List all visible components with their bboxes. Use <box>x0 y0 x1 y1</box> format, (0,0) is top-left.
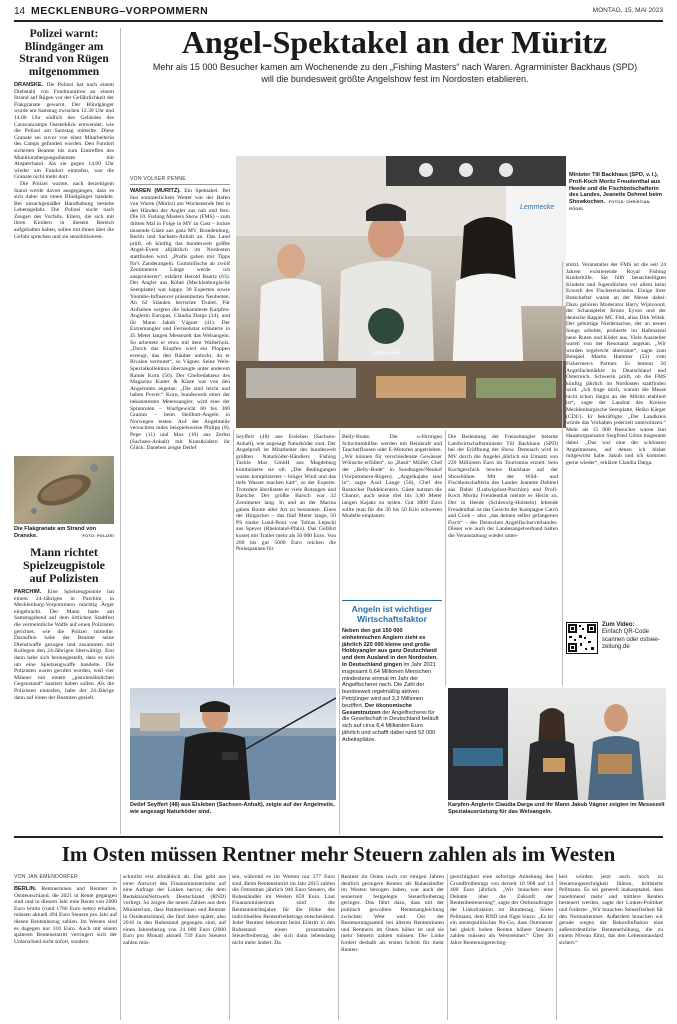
story1-dateline: DRANSKE. <box>14 82 44 88</box>
infobox-p3: der Angelfischerei für die Gesellschaft in Deutschland beläuft sich auf circa 6,4 Milliarden Euro jährlich und schafft dabei rund 52 000 Arbeitsplätze. <box>342 709 439 743</box>
story1-body2: Die Polizei warnte, nach derzeitigem Stand werde davon ausgegangen, dass es sich dabei um einen Blindgänger handele. Bei unsachgemäßer Handhabung bestehe Lebensgefahr. Die Polizei sucht nach Zeugen des Vorfalls. Eltern, die sich mit ihren Kindern in diesem Bereich aufgehalten haben, sollen mit ihnen über die Gefahr sprechen und sie sensibilisieren. <box>14 180 114 240</box>
top-photo-caption-text: Minister Till Backhaus (SPD, v. l.), Profi-Koch Moritz Freudenthal aus Heede und die Fischbotschafterin des Landes, Jeanette Dehmel beim Showkochen. <box>569 172 662 206</box>
grenade-caption-text: Die Flakgranate am Strand von Dranske. <box>14 526 97 539</box>
main-col1-text: Ein Spektakel. Bei fast sommerlichem Wetter war der Hafen von Waren (Müritz) am Wochenende fest in den Händen der Angler aus nah und fern. Die 10. Fishing Masters Show (FMS) – zum dritten Mal in Folge in MV zu Gast – lockte tausende Gäste aus ganz MV, Brandenburg, Berlin und Sachsen-Anhalt an. Das Land prüft, ob künftig das bundesweit größte Angel-Event alljährlich im Nordosten stattfinden wird. „Profis gaben mir Tipps für's Zanderangeln. Gummifische ab zwölf Zentimetern Länge werde ich ausprobieren“, erklärte Herold Baartz (63). Der Angler aus Röbel (Mecklenburgische Seenplatte) war happy. 30 Experten sowie Youtube-Influencer präsentierten Neuheiten. An 62 Ständen herrschte Trubel. Für Aufsehen sorgten die bekannteste Karpfen-Anglerin Europas, Claudia Darga (34), und ihr Mann Jakub Vágner (41). Der Extremangler und Fernsehstar erläuterte in 45 Meter langen Messezelt das Welsangeln. So arbeitete er etwa mit dem Wallerholz. „Durch das Klopfen wird ein Ploppen erzeugt, das den Räuber anlockt, da er Rivalen vermutet“, so Vágner. Seine Wels-Spezialkollektion überzeugte unter anderem Rainer Korn (56). Der Chefredakteur des Magazins Kutter & Küste war von den Angelruten angetan: „Die sind leicht und haben Power.“ Korn, bundesweit einer der bekanntesten Meeresangler, wird eine der Spinnruten – Wurfgewicht 80 bis 300 Gramm – beim Heilbutt-Angeln in Norwegen testen. Auf der Angelmeile versuchten indes beispielsweise Philipp (8), Pepe (11) und Max (10) aus Zerbst (Sachsen-Anhalt) mit Kunstködern ihr Glück. Daneben zeigte Detlef <box>130 188 230 452</box>
main-byline: VON VOLKER PENNE <box>130 176 186 182</box>
video-box-title: Zum Video: <box>602 622 635 628</box>
bottom-col1 <box>14 886 117 1020</box>
banner-logo: Lemmecke <box>520 204 555 211</box>
issue-date: MONTAG, 15. MAI 2023 <box>592 7 663 14</box>
page-number: 14 <box>14 6 26 17</box>
couple-caption: Karpfen-Anglerin Claudia Darga und ihr Mann Jakub Vágner zeigten im Messezelt Spezialausrüstung für das Welsangeln. <box>448 802 665 815</box>
video-box-text <box>602 622 666 652</box>
header-rule <box>14 20 663 22</box>
byline-rule <box>130 184 230 185</box>
infobox-rule <box>342 600 442 601</box>
story1-text: Die Polizei hat nach einem Diebstahl von Fundmunition an einem Strand auf Rügen vor der Gefährlichkeit der Flakgranate gewarnt. Der Blindgänger wurde am Samstag zwischen 12.30 Uhr und 14.00 Uhr südlich des Geländes des Caravancamps Ostseeblick entwendet, wie die Polizei am Samstag mitteilte. Diese Granate sei zuvor von einer Mitarbeiterin des Camps gefunden worden. Den Fundort sicherten Beamte bis zum Eintreffen des Munitionsbergungsdienstes mit Absperrband. Als sie gegen 14.00 Uhr wieder am Fundort eintrafen, war die Granate nicht mehr dort. <box>14 82 114 181</box>
story1-headline: Polizei warnt: Blindgänger am Strand von Rügen mitgenommen <box>19 28 109 78</box>
main-col-rule-1 <box>233 430 234 686</box>
infobox-p1: Neben den gut 150 000 einheimischen Anglern zieht es jährlich 220 000 kleine und große Hobbyangler aus ganz Deutschland und dem Ausland in den Nordosten. <box>342 628 438 662</box>
main-col3: Belly-Boate. Die u-förmigen Schwimmhilfen werden mit Beinkraft und Taucherflossen oder E-Motoren angetrieben. „Wir können für verschiedenste Gewässer Wünsche erfüllen“, so „Basti“ Müller, Chef der „Belly-Bude“ in Sundhagen/Neuhof (Vorpommern-Rügen). „Angelkajaks sind in“, sagte Axel Lange (56), Chef des Rostocker Paddelcenters. Gäste nutzten die Chance, auch seine drei bis 3,80 Meter langen Kajaks zu testen. Gut 3000 Euro sollte man für die 30 bis 50 Kilo schweren Modelle einplanen. <box>342 434 442 520</box>
infobox-body <box>342 628 442 744</box>
story2-text: Eine Spielzeugpistole hat einem 24-Jährigen in Parchim in Mecklenburg-Vorpommern mächtig Ärger eingebracht. Der Mann hatte am Samstagabend auf dem örtlichen Stadtfest die vermeintliche Waffe auf einen Polizisten gerichtet, wie die Polizei mitteilte. Daraufhin habe der Beamte seine Dienstwaffe gezogen und zusammen mit Kollegen den 24-Jährigen überwältigt. Erst dann habe sich herausgestellt, dass es sich um eine Spielzeugwaffe handelte. Die Polizisten waren gerufen worden, weil vier Männer mit einem „pistolenähnlichen Gegenstand“ hantiert haben sollen. Als die Polizisten eintrafen, habe der 24-Jährige dann auf einen der Beamten gezielt. <box>14 589 114 701</box>
bottom-story-rule <box>14 836 663 838</box>
left-column <box>14 28 114 240</box>
bottom-col4: Rentner im Osten noch vor einigen Jahren deutlich geringere Renten als Ruheständler im Westen bezogen haben, war auch der seinerzeit festgelegte Steuerfreibetrag geringer. Das führt dazu, dass mit der politisch gewollten Rentenangleichung zwischen West und Ost der Besteuerungsanteil bei älteren Rentnerinnen und Rentnern im Osten höher ist und sie mehr Steuern zahlen müssen. Die Linke fordert deshalb als ersten Schritt für mehr Renten- <box>341 874 444 953</box>
main-col-rule-4 <box>562 262 563 686</box>
main-col1 <box>130 188 230 684</box>
bottom-headline: Im Osten müssen Rentner mehr Steuern zahlen als im Westen <box>61 842 616 866</box>
bottom-byline-rule <box>14 882 117 883</box>
infobox-p2: im Jahr 2021 insgesamt 6,64 Millionen Menschen mindestens einmal im Jahr der Angelfischerei nach. Die Zahl der bundesweit regelmäßig aktiven Petrijünger wird auf 3,3 Millionen beziffert. <box>342 661 436 709</box>
bottom-col5: gerechtigkeit eine sofortige Anhebung des Grundfreibetrags von derzeit 10 908 auf 14 400 Euro jährlich. „Wir brauchen eine Debatte über die Zukunft der Rentenbesteuerung“, sagte der Ostbeauftragte der Linksfraktion im Bundestag, Sören Pellmann, dem RND und fügte hinzu: „Es ist ein steuerpolitisches No-Go, dass Ostrentner bei gleich hohen Renten höhere Steuern zahlen müssen als Westrentner.“ Über 30 Jahre Rentenungerechtig- <box>450 874 553 946</box>
tshirt-logo: CATCH & COOK <box>373 351 401 355</box>
couple-photo <box>448 688 666 800</box>
main-col4: Die Bedeutung der Freizeitangler betonte Landwirtschaftsminister Till Backhaus (SPD) bei der Eröffnung der Show. Demnach wird in MV durch die Angelei jährlich ein Umsatz von 220 Millionen Euro im Tourismus erzielt. Sein Kochgeschick bewies Backhaus auf der Showbühne. Mit der Wild- und Fischbotschafterin des Landes Jeanette Dehmel aus Dabel (Ludwigslust-Parchim) und Profi-Koch Moritz Freudenthal meinte er Hecht zu. Der in Heede (Schleswig-Holstein) lebende Freudenthal ist das Gesicht der Kampagne Catch and Cook – also „das deinen selbst gefangenen Fisch“ – des Deutschen Angelfischerverbandes. Dieser wie auch der Landesangelverband hatten die Veranstaltung wieder unter- <box>448 434 558 539</box>
story2-dateline: PARCHIM. <box>14 589 42 595</box>
story2-body <box>14 589 114 701</box>
left-story2 <box>14 546 114 701</box>
bottom-col1-text: Rentnerinnen und Rentner in Ostdeutschland, die 2021 in Rente gegangen sind und in diesem Jahr eine Rente von 2000 Euro brutto (rund 1760 Euro netto) erhalten, müssen aktuell 494 Euro Steuern pro Jahr auf diesen Rentenbezug zahlen. Im Westen sind es dagegen nur 310 Euro. Auch mit einem späteren Renteneintritt verringert sich der Unterschied nicht sofort, sondern <box>14 886 117 945</box>
bottom-byline: VON JAN EMENDÖRFER <box>14 874 79 880</box>
angler-photo <box>130 688 336 800</box>
infobox-p3-lead: Der ökonomische Gesamtnutzen <box>342 702 412 716</box>
bottom-col-rule-3 <box>338 874 339 1020</box>
bottom-dateline: BERLIN. <box>14 886 37 892</box>
story1-body <box>14 82 114 181</box>
bottom-col-rule-1 <box>120 874 121 1020</box>
main-dateline: WAREN (MÜRITZ). <box>130 188 181 194</box>
main-col-rule-2 <box>339 430 340 834</box>
main-col-rule-3 <box>445 430 446 686</box>
video-box-desc: Einfach QR-Code scannen oder ostsee-zeitung.de <box>602 629 660 651</box>
infobox-title: Angeln ist wichtiger Wirtschaftsfaktor <box>351 604 433 624</box>
infobox-p2-lead: In Deutschland gingen <box>342 661 402 668</box>
section-title: MECKLENBURG–VORPOMMERN <box>31 5 209 17</box>
main-headline: Angel-Spektakel an der Müritz <box>181 24 608 60</box>
video-box[interactable] <box>566 622 666 656</box>
grenade-photo <box>14 456 114 524</box>
top-photo <box>236 156 566 428</box>
bottom-col3: sen, während es im Westen nur 377 Euro sind. Beim Renteneintritt im Jahr 2015 zahlen die Ostrentner jährlich 940 Euro Steuern, die Ruheständler im Westen 859 Euro. Laut Finanzministerium sind die Renteneintrittsjahre für die Höhe des individuellen Rentenfreibetrags entscheidend. Jeder Rentner bekommt beim Eintritt in den Ruhestand einen prozentualen Steuerfreibetrag, der sich dann lebenslang nicht mehr ändert. Da <box>232 874 335 946</box>
qr-code-icon[interactable] <box>566 622 598 654</box>
bottom-col6: keit würden jetzt auch noch zu Steuerungerechtigkeit führen, kritisierte Pellmann. Es sei generell inakzeptabel, dass zunehmend mehr und mittlere Renten besteuert werden, sagte der Linken-Politiker und forderte: „Wir brauchen Steuerfreiheit für den Normalrentner. Außerdem brauchen wir gerade wegen der Rekordinflation eine außerordentliche Rentenerhöhung, die zu einem Niveau führt, das den Lebensstandard sichert.“ <box>559 874 663 946</box>
story2-headline: Mann richtet Spielzeugpistole auf Polizisten <box>22 545 105 585</box>
top-photo-caption <box>569 172 665 213</box>
left-column-rule <box>120 28 121 834</box>
bottom-col-rule-2 <box>229 874 230 1020</box>
infobox <box>342 600 442 834</box>
angler-caption: Detlef Seyffert (48) aus Eisleben (Sachsen-Anhalt), zeigte auf der Angelmeile, wie angesagt Naturköder sind. <box>130 802 335 815</box>
bottom-col-rule-4 <box>447 874 448 1020</box>
bottom-col-rule-5 <box>556 874 557 1020</box>
grenade-caption <box>14 526 114 540</box>
bottom-col2: schmilzt erst allmählich ab. Das geht aus einer Antwort des Finanzministeriums auf eine Anfrage der Linken hervor, die dem RedaktionsNetzwerk Deutschland (RND) vorliegt. So zeigen die neuen Zahlen aus dem Ministerium, dass Rentnerinnen und Rentner in Ostdeutschland, die fünf Jahre später, also 2010 in den Ruhestand gegangen sind, auf einen Jahresbezug von 24 000 Euro (2000 Euro pro Monat) aktuell 739 Euro Steuern zahlen müs- <box>123 874 226 946</box>
main-col5: stützt. Veranstalter der FMS ist die seit 24 Jahren existierende Royal Fishing Kinderhilfe. Sie hilft benachteiligten Kindern und Jugendlichen vor allem beim Erwerb des Fischereischeins. Einige ihrer Botschafter waren an der Messe dabei: Dazu gehören Moderator Harry Wijnvoord, der Schauspieler Bruno Eyron und der deutsche Rapper MC Fitti, alias Dirk Witek. Der gebürtige Niedersachse, der an neuen Songs arbeitet, probierte im Hafenareal neue Ruten und Köder aus. Viele Aussteller waren von der Resonanz angetan. „Wir wurden regelrecht überrannt“, sagte zum Beispiel Martin Hammer (53) vom Fishermen's Partner. Er betreut 56 Angelfachmärkte in Deutschland und Österreich. Schwerin prüft, ob die FMS künftig jährlich im Nordosten stattfinden wird. „Ich frage mich, warum die Messe nicht schon längst an der Müritz etabliert ist“, sagte der Landrat des Kreises Mecklenburgische Seenplatte, Heiko Kärger (CDU). Er bekräftigte: „Der Landkreis würde das Vorhaben jederzeit unterstützen.“ Mehr als 15 000 Besucher waren laut Hauptorganisator Siegfried Götze insgesamt dabei. „Das war eine der schönsten Angelmessen, auf denen ich bisher mitgewirkt habe. Jakub und ich kommen gerne wieder“, erklärte Claudia Darga. <box>566 262 666 466</box>
top-photo-credit: FOTOS: CHRISTIAN RÖDEL <box>569 199 650 211</box>
main-col2: Seyffert (48) aus Eisleben (Sachsen-Anhalt), wie angesagt Naturköder sind. Der Angelprofi ist Mitarbeiter des bundesweit größten Naturköder-Händlers Fishing Tackle Max GmbH aus Magdeburg kombinierte sie oft. „Die Bedingungen waren komplizierter – böiger Wind und das tiefe Wasser machen kalt“, so der Experte. Trotzdem überlistete er viele Rotaugen und Barsche. Der größte Barsch war 32 Zentimeter lang. In und an der Marina gaben Boote aller Art zu bestaunen. Eines der Hingucker – das fünf Meter lange, 50 PS starke Lund-Boot von Tobias Lepschi aus Speyer (Rheinland-Pfalz). Das Gefährt kostet mit Trailer mehr als 50 000 Euro. Von 200 bis gut 5000 Euro reichen die Preisspannen für <box>236 434 336 553</box>
grenade-credit: FOTO: POLIZEI <box>82 532 114 538</box>
main-deck: Mehr als 15 000 Besucher kamen am Wochenende zu den „Fishing Masters“ nach Waren. Agrarminister Backhaus (SPD) will die bundesweit größte Angelshow fest im Nordosten etablieren. <box>152 62 638 84</box>
